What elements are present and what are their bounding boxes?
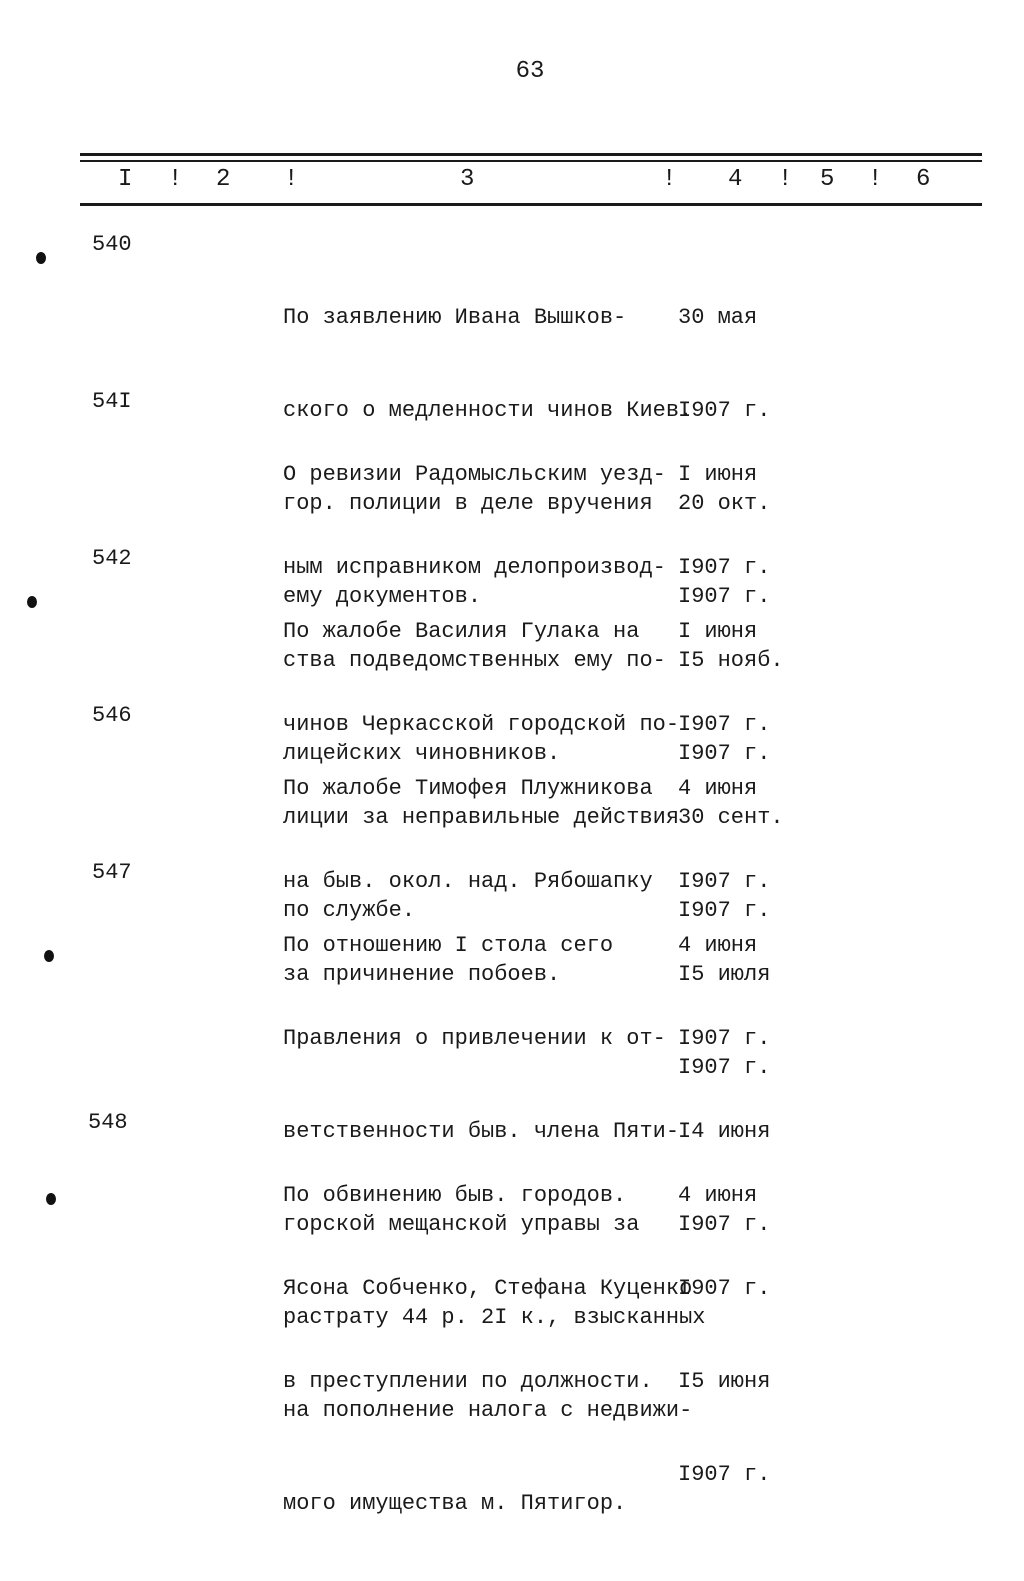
date-line: I907 г. <box>678 898 771 923</box>
date-line: I907 г. <box>678 869 771 894</box>
date-line: 4 июня <box>678 776 758 801</box>
date-line: I907 г. <box>678 1276 771 1301</box>
date-line: I907 г. <box>678 1212 771 1237</box>
binding-hole-mark <box>44 950 54 962</box>
entry-number: 540 <box>92 232 132 257</box>
description-line: О ревизии Радомысльским уезд- <box>283 462 666 487</box>
entry-number: 54I <box>92 389 132 414</box>
header-col-6: 6 <box>916 166 931 193</box>
description-line: По жалобе Василия Гулака на <box>283 619 640 644</box>
description-line: ветственности быв. члена Пяти- <box>283 1119 680 1144</box>
description-line: за причинение побоев. <box>283 962 561 987</box>
date-line: I5 июня <box>678 1369 771 1394</box>
entry-dates <box>678 1118 818 1552</box>
date-line: I907 г. <box>678 584 771 609</box>
date-line: I907 г. <box>678 741 771 766</box>
header-col-4: 4 <box>728 166 743 193</box>
date-line: 20 окт. <box>678 491 771 516</box>
entry-number: 547 <box>92 860 132 885</box>
description-line: чинов Черкасской городской по- <box>283 712 680 737</box>
binding-hole-mark <box>46 1193 56 1205</box>
description-line: лиции за неправильные действия <box>283 805 680 830</box>
header-col-2: 2 <box>216 166 231 193</box>
page-number: 63 <box>515 58 545 85</box>
date-line: I5 нояб. <box>678 648 784 673</box>
header-separator: ! <box>868 166 883 193</box>
description-line: По отношению I стола сего <box>283 933 614 958</box>
description-line: ского о медленности чинов Киев. <box>283 398 693 423</box>
date-line: 30 мая <box>678 305 758 330</box>
header-separator: ! <box>778 166 793 193</box>
binding-hole-mark <box>36 252 46 264</box>
table-header-bottom-rule <box>80 203 982 206</box>
date-line: I5 июля <box>678 962 771 987</box>
entry-number: 546 <box>92 703 132 728</box>
description-line: ным исправником делопроизвод- <box>283 555 666 580</box>
binding-hole-mark <box>27 596 37 608</box>
description-line: ему документов. <box>283 584 482 609</box>
description-line: Правления о привлечении к от- <box>283 1026 666 1051</box>
description-line: По жалобе Тимофея Плужникова <box>283 776 653 801</box>
date-line: I907 г. <box>678 712 771 737</box>
description-line: в преступлении по должности. <box>283 1369 653 1394</box>
entry-description <box>283 1118 706 1459</box>
description-line: на пополнение налога с недвижи- <box>283 1398 693 1423</box>
header-separator: ! <box>168 166 183 193</box>
description-line: Ясона Собченко, Стефана Куценко <box>283 1276 693 1301</box>
description-line: По обвинению быв. городов. <box>283 1183 627 1208</box>
entry-number: 542 <box>92 546 132 571</box>
header-col-5: 5 <box>820 166 835 193</box>
header-separator: ! <box>662 166 677 193</box>
date-line: I907 г. <box>678 1462 771 1487</box>
description-line: по службе. <box>283 898 416 923</box>
date-line: I4 июня <box>678 1119 771 1144</box>
description-line: ства подведомственных ему по- <box>283 648 666 673</box>
header-col-3: 3 <box>460 166 475 193</box>
date-line: I июня <box>678 462 758 487</box>
table-top-rule-2 <box>80 160 982 162</box>
description-line: растрату 44 р. 2I к., взысканных <box>283 1305 706 1330</box>
header-col-1: I <box>118 166 133 193</box>
date-line: 4 июня <box>678 933 758 958</box>
description-line: горской мещанской управы за <box>283 1212 640 1237</box>
date-line: 4 июня <box>678 1183 758 1208</box>
date-line: I907 г. <box>678 555 771 580</box>
entry-number: 548 <box>88 1110 128 1135</box>
description-line: мого имущества м. Пятигор. <box>283 1491 627 1516</box>
date-line: I907 г. <box>678 398 771 423</box>
table-top-rule <box>80 153 982 156</box>
date-line: I907 г. <box>678 1026 771 1051</box>
header-separator: ! <box>284 166 299 193</box>
description-line: гор. полиции в деле вручения <box>283 491 653 516</box>
date-line: I июня <box>678 619 758 644</box>
description-line: на быв. окол. над. Рябошапку <box>283 869 653 894</box>
description-line: лицейских чиновников. <box>283 741 561 766</box>
date-line: 30 сент. <box>678 805 784 830</box>
description-line: По заявлению Ивана Вышков- <box>283 305 627 330</box>
date-line: I907 г. <box>678 1055 771 1080</box>
